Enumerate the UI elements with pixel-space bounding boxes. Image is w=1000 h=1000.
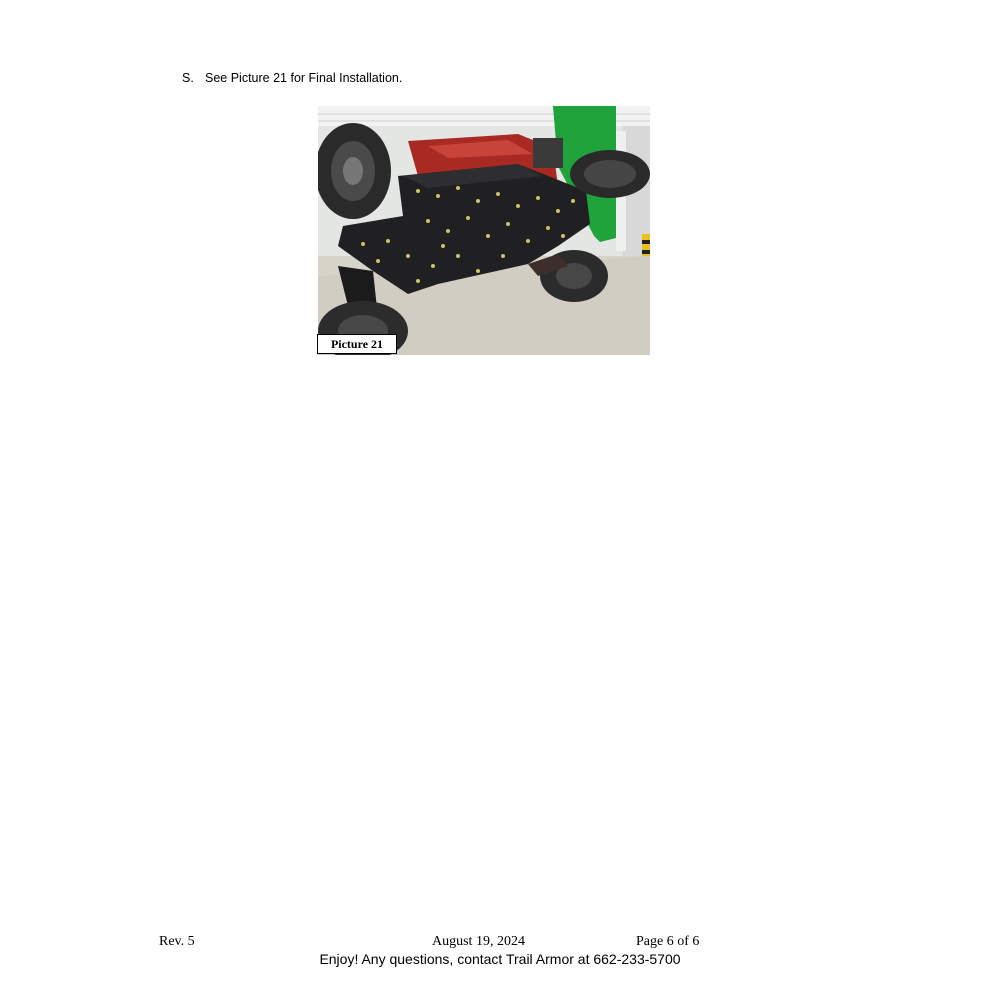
document-date: August 19, 2024 bbox=[432, 934, 525, 949]
step-letter: S. bbox=[182, 71, 194, 85]
figure-caption: Picture 21 bbox=[317, 334, 397, 354]
contact-line: Enjoy! Any questions, contact Trail Armor at 662-233-5700 bbox=[319, 951, 681, 967]
step-text: See Picture 21 for Final Installation. bbox=[205, 71, 403, 85]
installation-photo bbox=[318, 106, 650, 355]
page-number: Page 6 of 6 bbox=[636, 934, 700, 949]
instruction-step-s bbox=[182, 71, 402, 85]
revision-label: Rev. 5 bbox=[159, 934, 195, 949]
